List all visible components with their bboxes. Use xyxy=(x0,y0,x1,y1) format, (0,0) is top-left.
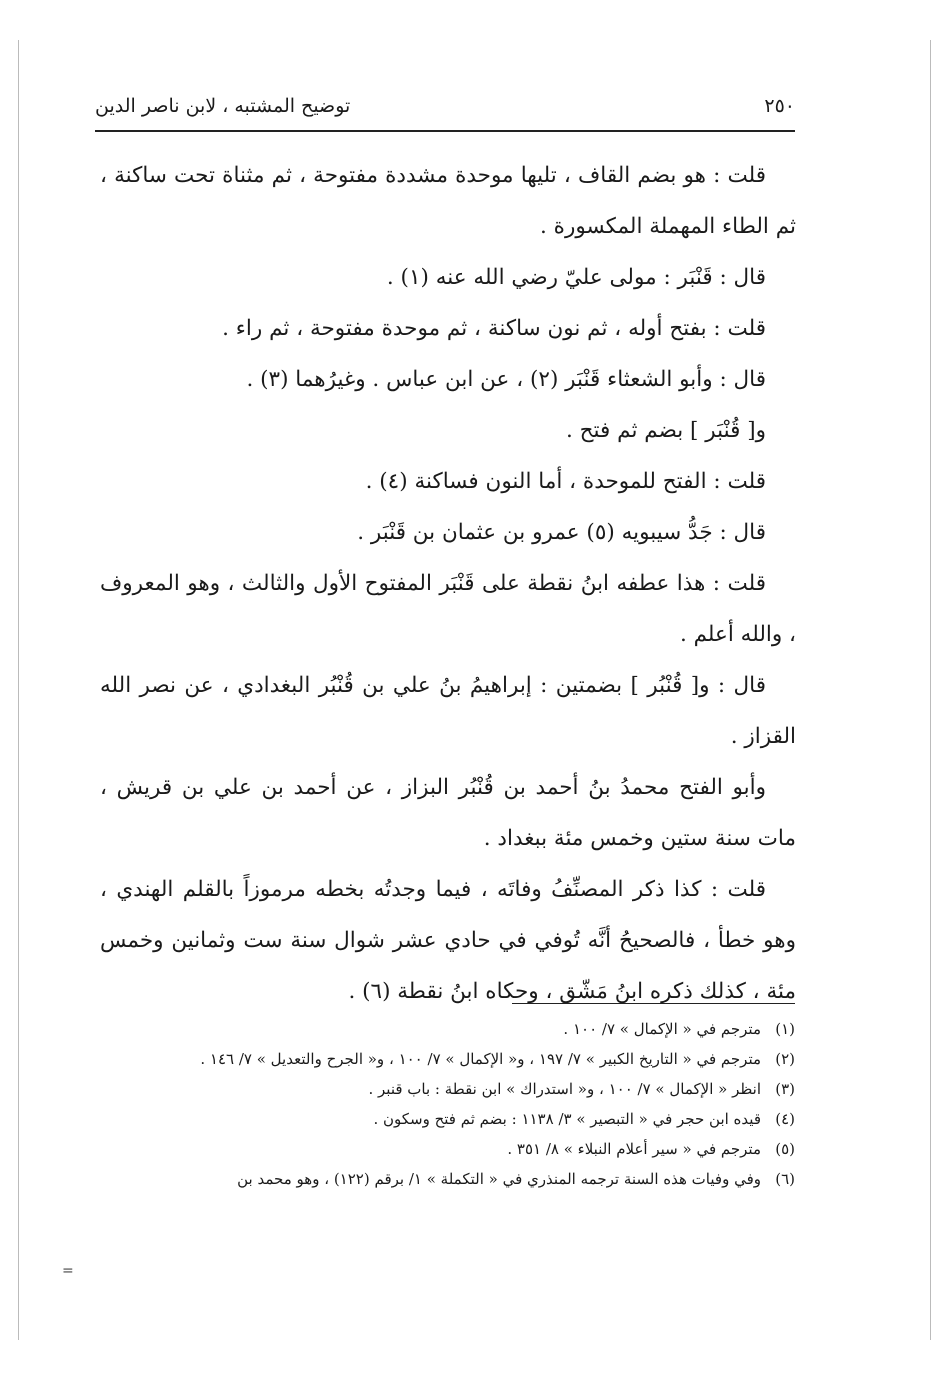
paragraph: قال : قَنْبَر : مولى عليّ رضي الله عنه (١) . xyxy=(386,265,766,290)
page-number: ٢٥٠ xyxy=(764,95,795,117)
footnote-number: (٢) xyxy=(775,1050,795,1068)
footnote-number: (٦) xyxy=(775,1170,795,1188)
running-title: توضيح المشتبه ، لابن ناصر الدين xyxy=(95,95,351,117)
footnote-text: قيده ابن حجر في « التبصير » ٣/ ١١٣٨ : بضم ثم فتح وسكون . xyxy=(373,1110,761,1128)
footnote-number: (٣) xyxy=(775,1080,795,1098)
footnote xyxy=(95,1164,795,1194)
footnote xyxy=(95,1074,795,1104)
footnote-number: (١) xyxy=(775,1020,795,1038)
paragraph: قلت : بفتح أوله ، ثم نون ساكنة ، ثم موحدة مفتوحة ، ثم راء . xyxy=(222,316,766,341)
footnote-rule xyxy=(512,1003,795,1004)
footnote xyxy=(95,1134,795,1164)
footnote-number: (٥) xyxy=(775,1140,795,1158)
page-header xyxy=(95,88,795,124)
footnote-number: (٤) xyxy=(775,1110,795,1128)
footnote xyxy=(95,1044,795,1074)
footnote-text: مترجم في « التاريخ الكبير » ٧/ ١٩٧ ، و« الإكمال » ٧/ ١٠٠ ، و« الجرح والتعديل » ٧/ ١٤٦ . xyxy=(200,1050,761,1068)
paragraph: و[ قُنْبَر ] بضم ثم فتح . xyxy=(566,418,766,443)
paragraph: وأبو الفتح محمدُ بنُ أحمد بن قُنْبُر البزاز ، عن أحمد بن علي بن قريش ، مات سنة ستين وخمس مئة ببغداد . xyxy=(100,775,796,851)
footnote-text: مترجم في « الإكمال » ٧/ ١٠٠ . xyxy=(563,1020,761,1038)
footnote xyxy=(95,1104,795,1134)
footnotes xyxy=(95,1014,795,1194)
scan-edge-line xyxy=(18,40,19,1340)
paragraph: قلت : هذا عطفه ابنُ نقطة على قَنْبَر المفتوح الأول والثالث ، وهو المعروف ، والله أعلم . xyxy=(100,571,796,647)
paragraph: قال : وأبو الشعثاء قَنْبَر (٢) ، عن ابن عباس . وغيرُهما (٣) . xyxy=(246,367,766,392)
footnote-text: وفي وفيات هذه السنة ترجمه المنذري في « التكملة » ١/ برقم (١٢٢) ، وهو محمد بن xyxy=(237,1170,761,1188)
paragraph: قال : و[ قُنْبُر ] بضمتين : إبراهيمُ بنُ علي بن قُنْبُر البغدادي ، عن نصر الله القزاز . xyxy=(100,673,796,749)
paragraph: قلت : هو بضم القاف ، تليها موحدة مشددة مفتوحة ، ثم مثناة تحت ساكنة ، ثم الطاء المهملة المكسورة . xyxy=(100,163,796,239)
paragraph: قلت : كذا ذكر المصنِّفُ وفاتَه ، فيما وجدتُه بخطه مرموزاً بالقلم الهندي ، وهو خطأ ، فالصحيحُ أنَّه تُوفي في حادي عشر شوال سنة ست وثمانين وخمس مئة ، كذلك ذكره ابنُ مَشّق ، وحكاه ابنُ نقطة (٦) . xyxy=(100,877,796,1004)
continuation-mark: = xyxy=(62,1263,74,1279)
scan-edge-line xyxy=(930,40,931,1340)
footnote xyxy=(95,1014,795,1044)
main-text xyxy=(100,150,796,1017)
header-rule xyxy=(95,130,795,132)
footnote-text: انظر « الإكمال » ٧/ ١٠٠ ، و« استدراك » ابن نقطة : باب قنبر . xyxy=(368,1080,761,1098)
paragraph: قال : جَدُّ سيبويه (٥) عمرو بن عثمان بن قَنْبَر . xyxy=(357,520,766,545)
paragraph: قلت : الفتح للموحدة ، أما النون فساكنة (٤) . xyxy=(365,469,766,494)
footnote-text: مترجم في « سير أعلام النبلاء » ٨/ ٣٥١ . xyxy=(507,1140,761,1158)
